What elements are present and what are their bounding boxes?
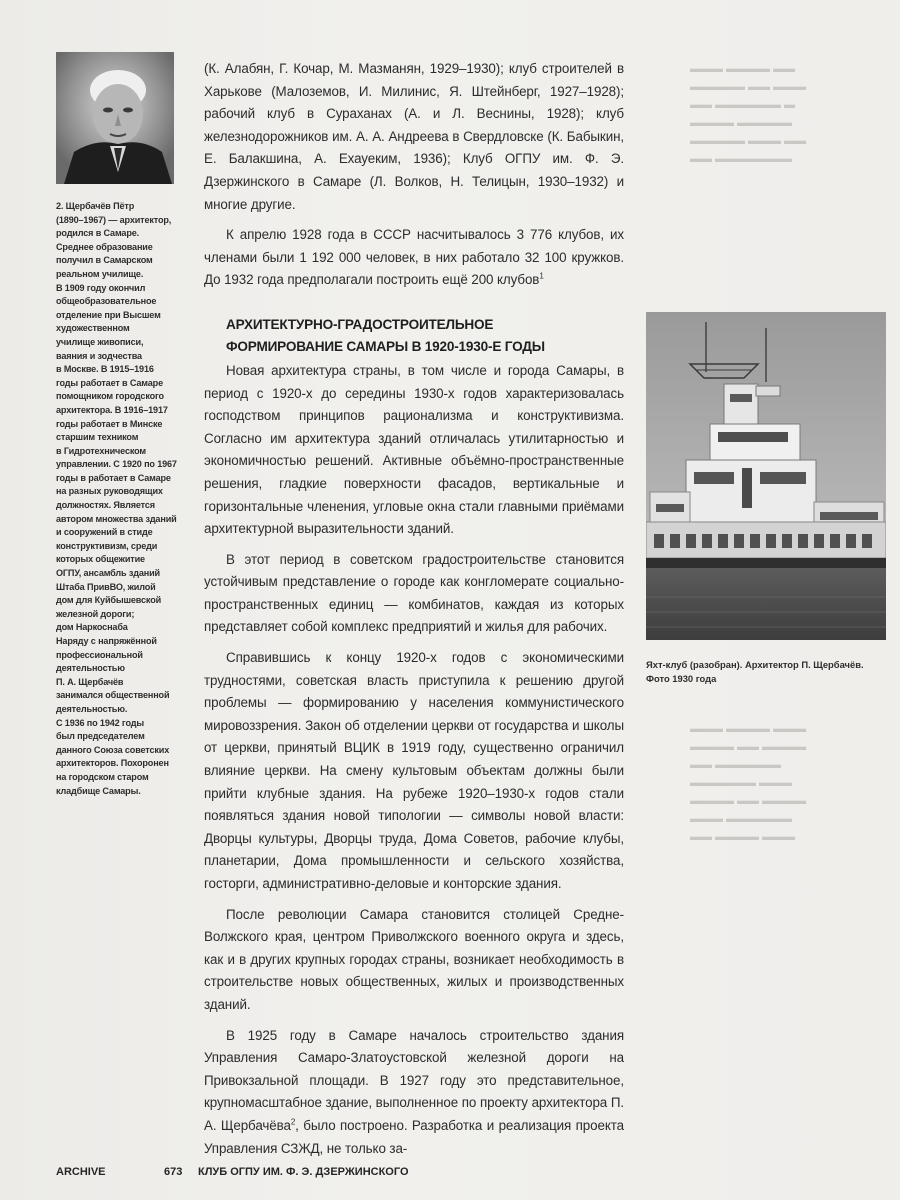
portrait-photo [56, 52, 174, 184]
paragraph-1: (К. Алабян, Г. Кочар, М. Мазманян, 1929–1930); клуб строителей в Харькове (Малоземов, И. Милинис, Я. Штейнберг, 1927–1928); рабочий клуб в Сураханах (А. и Л. Веснины, 1928); клуб железнодорожников им. А. А. Андреева в Свердловске (К. Бабыкин, Е. Балакшина, А. Ехауеким, 1936); Клуб ОГПУ им. Ф. Э. Дзержинского в Самаре (Л. Волков, Н. Телицын, 1930–1932) и многие другие. [204, 61, 624, 212]
show-through-text: ▬▬▬ ▬▬▬▬ ▬▬ ▬▬▬▬▬ ▬▬ ▬▬▬ ▬▬ ▬▬▬▬▬▬ ▬ ▬▬▬▬ ▬▬▬▬▬ ▬▬▬▬▬ ▬▬▬ ▬▬ ▬▬ ▬▬▬▬▬▬▬ [690, 63, 807, 165]
paragraph-7-text-b: , было построено. Разработка и реализация проекта Управления СЗЖД, не только за- [204, 1117, 624, 1156]
paragraph-7-text-a: В 1925 году в Самаре началось строительство здания Управления Самаро-Златоустовской железной дороги на Привокзальной площади. В 1927 году это представительное, крупномасштабное здание, выполненное по проекту архитектора П. А. Щербачёва [204, 1027, 624, 1133]
section-heading-line-1: АРХИТЕКТУРНО-ГРАДОСТРОИТЕЛЬНОЕ [226, 316, 494, 332]
paragraph-7 [204, 1025, 624, 1161]
page-footer [56, 1166, 656, 1182]
paragraph-2-text: К апрелю 1928 года в СССР насчитывалось 3 776 клубов, их членами были 1 192 000 человек, в них работало 32 100 кружков. До 1932 года предполагали построить ещё 200 клубов [204, 227, 624, 288]
section-heading [226, 314, 624, 358]
running-title: КЛУБ ОГПУ ИМ. Ф. Э. ДЗЕРЖИНСКОГО [198, 1166, 409, 1178]
paragraph-3: Новая архитектура страны, в том числе и города Самары, в период с 1920-х до середины 1930-х годов характеризовалась господством принципов рационализма и конструктивизма. Согласно им архитектура зданий отличалась утилитарностью и экономичностью решений. Активные объёмно-пространственные решения, гладкие поверхности фасадов, вертикальные и горизонтальные членения, угловые окна стали главными приёмами архитектурной выразительности зданий. [204, 362, 624, 537]
paragraph-2 [204, 224, 624, 292]
show-through-text-lower: ▬▬▬ ▬▬▬▬ ▬▬▬ ▬▬▬▬ ▬▬ ▬▬▬▬ ▬▬ ▬▬▬▬▬▬ ▬▬▬▬▬▬ ▬▬▬ ▬▬▬▬ ▬▬ ▬▬▬▬ ▬▬▬ ▬▬▬▬▬▬ ▬▬ ▬▬▬▬ ▬▬▬ [690, 723, 807, 843]
paragraph-4: В этот период в советском градостроительстве становится устойчивым представление о городе как конгломерате социально-пространственных единиц — комбинатов, каждая из которых представляет собой комплекс предприятий и жилья для рабочих. [204, 551, 624, 635]
portrait-caption: 2. Щербачёв Пётр (1890–1967) — архитектор, родился в Самаре. Среднее образование получил в Самарском реальном училище. В 1909 году окончил общеобразовательное отделение при Высшем художественном училище живописи, ваяния и зодчества в Москве. В 1915–1916 годы работает в Самаре помощником городского архитектора. В 1916–1917 годы работает в Минске старшим техником в Гидротехническом управлении. С 1920 по 1967 годы в работает в Самаре на разных руководящих должностях. Является автором множества зданий и сооружений в стиде конструктивизм, среди которых общежитие ОГПУ, ансамбль зданий Штаба ПривВО, жилой дом для Куйбышевской железной дороги; дом Наркоснаба Наряду с напряжённой профессиональной деятельностью П. А. Щербачёв занимался общественной деятельностью. С 1936 по 1942 годы был председателем данного Союза советских архитекторов. Похоронен на городском старом кладбище Самары. [56, 201, 177, 796]
section-heading-line-2: ФОРМИРОВАНИЕ САМАРЫ В 1920-1930-Е ГОДЫ [226, 338, 545, 354]
footer-section-label: ARCHIVE [56, 1166, 106, 1178]
main-text-column [204, 58, 624, 1168]
footnote-ref-2: 2 [290, 1117, 296, 1127]
photo-caption: Яхт-клуб (разобран). Архитектор П. Щербачёв. Фото 1930 года [646, 659, 864, 684]
page-number: 673 [164, 1166, 183, 1178]
paragraph-5: Справившись к концу 1920-х годов с экономическими трудностями, советская власть приступила к решению другой проблемы — формированию у населения коммунистического мировоззрения. Закон об отделении церкви от государства и школы от церкви, принятый ВЦИК в 1919 году, существенно ограничил влияние церкви. На смену культовым объектам должны были прийти клубные здания. На рубеже 1920–1930-х годов стали появляться здания новой типологии — символы новой власти: Дворцы культуры, Дворцы труда, Дома Советов, рабочие клубы, планетарии, Дома промышленности и сельского хозяйства, госторги, административно-деловые и конторские здания. [204, 650, 624, 891]
paragraph-6: После революции Самара становится столицей Средне-Волжского края, центром Приволжского военного округа и здесь, как и в других крупных городах страны, возникает необходимость в строительстве новых общественных, жилых и производственных зданий. [204, 906, 624, 1012]
yacht-club-photo [646, 312, 886, 640]
footnote-ref-1: 1 [539, 271, 544, 281]
